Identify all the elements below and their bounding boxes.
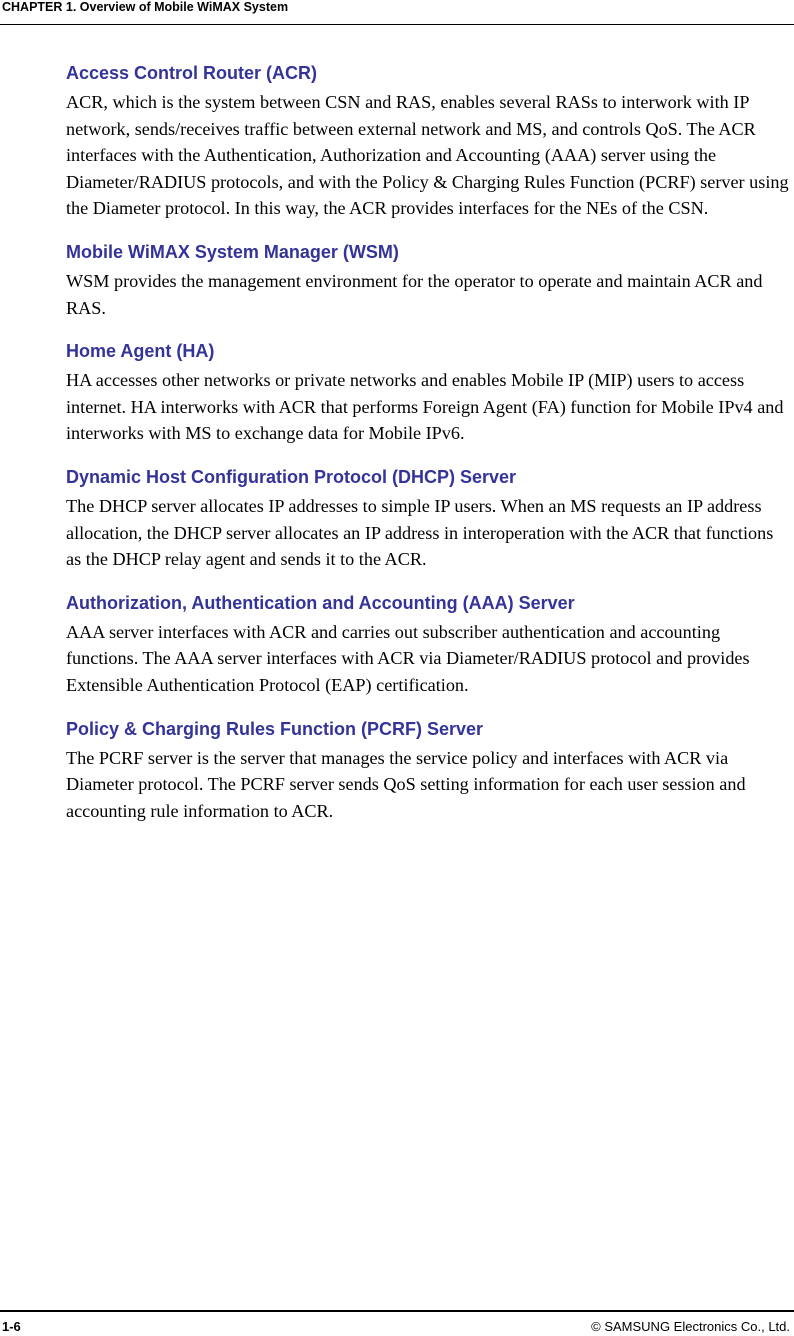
section-heading: Home Agent (HA) xyxy=(66,341,215,362)
section-heading: Policy & Charging Rules Function (PCRF) Server xyxy=(66,718,484,739)
chapter-title: CHAPTER 1. Overview of Mobile WiMAX System xyxy=(2,0,289,14)
section-paragraph: AAA server interfaces with ACR and carries out subscriber authentication and accounting functions. The AAA server interfaces with ACR via Diameter/RADIUS protocol and provides Extensible Authentication Protocol (EAP) certification. xyxy=(66,621,750,695)
section-ha xyxy=(66,340,790,447)
section-paragraph: WSM provides the management environment for the operator to operate and maintain ACR and RAS. xyxy=(66,270,763,318)
section-paragraph: The DHCP server allocates IP addresses to simple IP users. When an MS requests an IP address allocation, the DHCP server allocates an IP address in interoperation with the ACR that functions as the DHCP relay agent and sends it to the ACR. xyxy=(66,495,774,570)
section-wsm xyxy=(66,241,790,321)
section-paragraph: ACR, which is the system between CSN and RAS, enables several RASs to interwork with IP network, sends/receives traffic between external network and MS, and controls QoS. The ACR interfaces with the Authentication, Authorization and Accounting (AAA) server using the Diameter/RADIUS protocols, and with the Policy & Charging Rules Function (PCRF) server using the Diameter protocol. In this way, the ACR provides interfaces for the NEs of the CSN. xyxy=(66,92,789,219)
copyright-notice: © SAMSUNG Electronics Co., Ltd. xyxy=(591,1319,790,1334)
page-number: 1-6 xyxy=(2,1319,21,1334)
section-paragraph: HA accesses other networks or private networks and enables Mobile IP (MIP) users to access internet. HA interworks with ACR that performs Foreign Agent (FA) function for Mobile IPv4 and interworks with MS to exchange data for Mobile IPv6. xyxy=(66,370,784,444)
section-aaa xyxy=(66,592,790,699)
section-heading: Access Control Router (ACR) xyxy=(66,63,318,83)
footer-divider xyxy=(0,1310,794,1312)
section-heading: Dynamic Host Configuration Protocol (DHCP) Server xyxy=(66,466,517,487)
section-pcrf xyxy=(66,718,790,825)
page-header xyxy=(0,0,794,25)
section-paragraph: The PCRF server is the server that manages the service policy and interfaces with ACR via Diameter protocol. The PCRF server sends QoS setting information for each user session and accounting rule information to ACR. xyxy=(66,747,746,821)
section-dhcp xyxy=(66,466,790,573)
section-heading: Authorization, Authentication and Accounting (AAA) Server xyxy=(66,592,575,613)
section-heading: Mobile WiMAX System Manager (WSM) xyxy=(66,241,399,262)
section-acr xyxy=(66,62,790,222)
document-body xyxy=(66,62,790,843)
